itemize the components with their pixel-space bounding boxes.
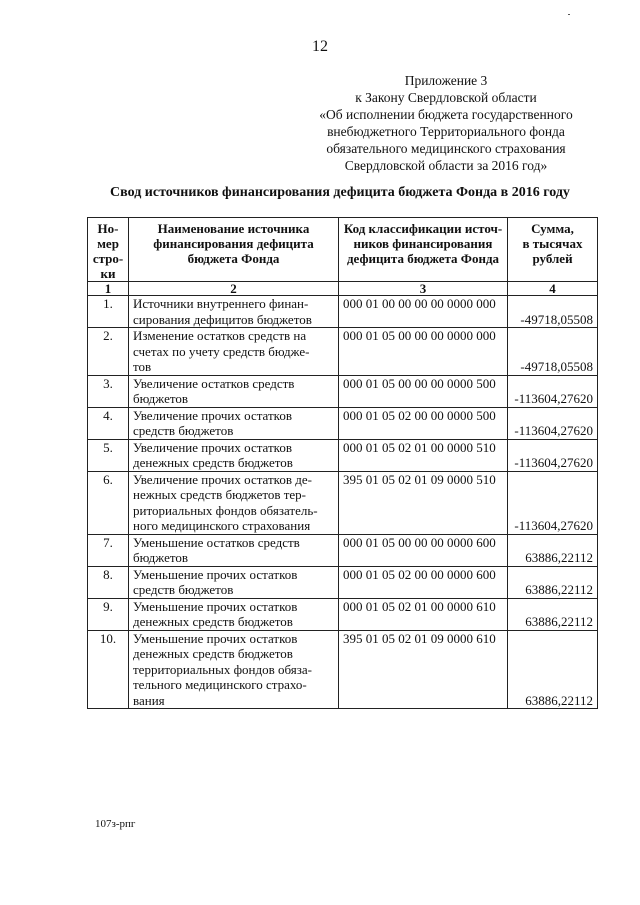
table-row [88,375,598,407]
source-name-cell: Уменьшение прочих остатков денежных средств бюджетов территориальных фондов обяза- тельного медицинского страхо- вания [129,630,339,709]
amount-cell: -49718,05508 [508,296,598,328]
table-row [88,328,598,376]
row-number-cell: 7. [88,534,129,566]
row-number-cell: 10. [88,630,129,709]
appendix-header [300,72,592,174]
amount-cell: -113604,27620 [508,471,598,534]
source-name-cell: Увеличение остатков средств бюджетов [129,375,339,407]
footer-document-code: 107з-рпг [95,818,136,830]
amount-cell: 63886,22112 [508,566,598,598]
classification-code-cell: 000 01 05 00 00 00 0000 600 [339,534,508,566]
table-row [88,439,598,471]
column-number-row [88,282,598,296]
appendix-line: «Об исполнении бюджета государственного [319,107,573,122]
header-row-number: Но- мер стро- ки [88,218,129,282]
table-row [88,598,598,630]
row-number-cell: 3. [88,375,129,407]
row-number-cell: 5. [88,439,129,471]
appendix-line: Приложение 3 [404,73,488,88]
amount-cell: -113604,27620 [508,439,598,471]
classification-code-cell: 000 01 05 02 01 00 0000 510 [339,439,508,471]
column-number: 4 [508,282,598,296]
column-number: 2 [129,282,339,296]
table-row [88,630,598,709]
classification-code-cell: 000 01 05 02 00 00 0000 500 [339,407,508,439]
source-name-cell: Уменьшение остатков средств бюджетов [129,534,339,566]
row-number-cell: 4. [88,407,129,439]
table-row [88,566,598,598]
row-number-cell: 9. [88,598,129,630]
amount-cell: 63886,22112 [508,534,598,566]
source-name-cell: Увеличение прочих остатков денежных средств бюджетов [129,439,339,471]
source-name-cell: Увеличение прочих остатков де- нежных средств бюджетов тер- риториальных фондов обязатель- ного медицинского страхования [129,471,339,534]
appendix-line: обязательного медицинского страхования [326,141,566,156]
classification-code-cell: 395 01 05 02 01 09 0000 510 [339,471,508,534]
amount-cell: 63886,22112 [508,598,598,630]
header-amount: Сумма, в тысячах рублей [508,218,598,282]
source-name-cell: Источники внутреннего финан- сирования дефицитов бюджетов [129,296,339,328]
classification-code-cell: 000 01 05 02 00 00 0000 600 [339,566,508,598]
page-number: 12 [312,38,328,55]
source-name-cell: Изменение остатков средств на счетах по учету средств бюдже- тов [129,328,339,376]
amount-cell: 63886,22112 [508,630,598,709]
row-number-cell: 1. [88,296,129,328]
column-number: 1 [88,282,129,296]
amount-cell: -113604,27620 [508,407,598,439]
table-body [88,296,598,709]
table-row [88,471,598,534]
source-name-cell: Уменьшение прочих остатков денежных средств бюджетов [129,598,339,630]
header-classification-code: Код классификации источ- ников финансирования дефицита бюджета Фонда [339,218,508,282]
classification-code-cell: 395 01 05 02 01 09 0000 610 [339,630,508,709]
amount-cell: -113604,27620 [508,375,598,407]
row-number-cell: 2. [88,328,129,376]
amount-cell: -49718,05508 [508,328,598,376]
appendix-line: Свердловской области за 2016 год» [344,158,548,173]
row-number-cell: 6. [88,471,129,534]
classification-code-cell: 000 01 05 00 00 00 0000 500 [339,375,508,407]
appendix-line: внебюджетного Территориального фонда [327,124,565,139]
classification-code-cell: 000 01 05 00 00 00 0000 000 [339,328,508,376]
source-name-cell: Уменьшение прочих остатков средств бюджетов [129,566,339,598]
financing-sources-table [87,217,598,709]
appendix-line: к Закону Свердловской области [355,90,537,105]
table-row [88,296,598,328]
scan-speck [568,14,570,15]
document-title: Свод источников финансирования дефицита бюджета Фонда в 2016 году [110,185,570,200]
table-row [88,534,598,566]
source-name-cell: Увеличение прочих остатков средств бюджетов [129,407,339,439]
classification-code-cell: 000 01 00 00 00 00 0000 000 [339,296,508,328]
classification-code-cell: 000 01 05 02 01 00 0000 610 [339,598,508,630]
table-header-row [88,218,598,282]
table-row [88,407,598,439]
row-number-cell: 8. [88,566,129,598]
header-source-name: Наименование источника финансирования дефицита бюджета Фонда [129,218,339,282]
column-number: 3 [339,282,508,296]
